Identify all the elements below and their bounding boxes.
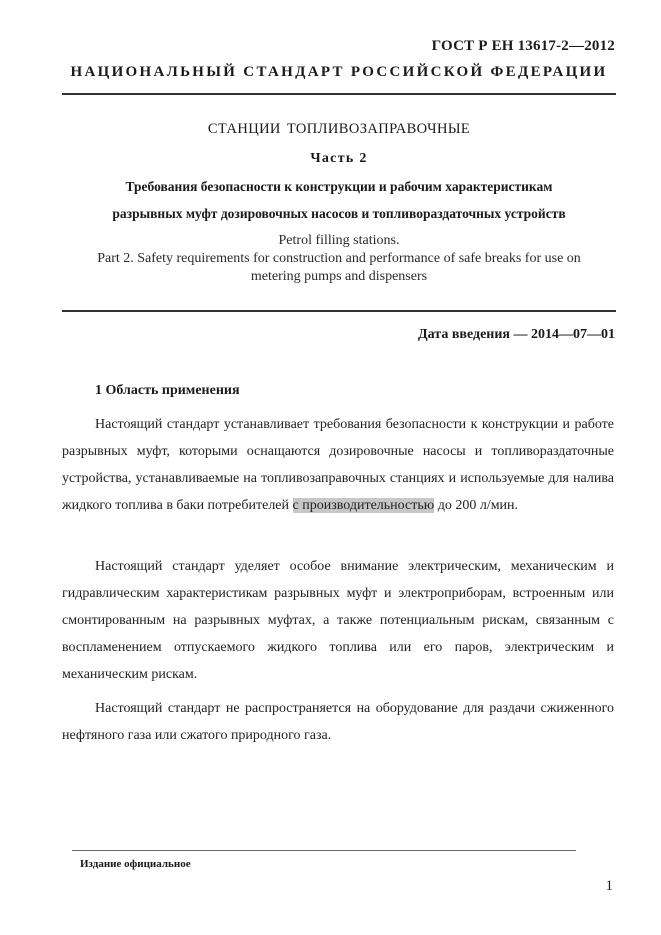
header-divider <box>62 93 616 95</box>
subtitle-line-2: разрывных муфт дозировочных насосов и топливораздаточных устройств <box>112 206 566 221</box>
paragraph-1 <box>62 411 614 519</box>
english-title-line-3: metering pumps and dispensers <box>250 269 428 284</box>
section-heading: 1 Область применения <box>95 383 240 398</box>
paragraph-3: Настоящий стандарт не распространяется на оборудование для раздачи сжиженного нефтяного газа или сжатого природного газа. <box>62 701 614 743</box>
official-edition-note: Издание официальное <box>80 858 191 870</box>
title-divider <box>62 310 616 312</box>
english-title-line-2: Part 2. Safety requirements for construction and performance of safe breaks for use on <box>97 251 581 266</box>
english-title-line-1: Petrol filling stations. <box>278 233 400 248</box>
document-code: ГОСТ Р ЕН 13617-2—2012 <box>431 38 615 54</box>
page-number: 1 <box>605 878 613 894</box>
part-label: Часть 2 <box>310 151 368 166</box>
paragraph-1-text-end: до 200 л/мин. <box>434 498 519 513</box>
paragraph-2: Настоящий стандарт уделяет особое внимание электрическим, механическим и гидравлическим характеристикам разрывных муфт и электроприборам, встроенным или смонтированным на разрывных муфтах, а также потенциальным рискам, связанным с воспламенением отпускаемого жидкого топлива или его паров, электрическим и механическим рискам. <box>62 559 614 682</box>
national-standard-heading: НАЦИОНАЛЬНЫЙ СТАНДАРТ РОССИЙСКОЙ ФЕДЕРАЦИИ <box>70 64 608 80</box>
introduction-date: Дата введения — 2014—07—01 <box>418 327 615 342</box>
document-title: СТАНЦИИ ТОПЛИВОЗАПРАВОЧНЫЕ <box>207 121 471 137</box>
text-selection-highlight[interactable]: с производительностью <box>292 498 435 513</box>
subtitle-line-1: Требования безопасности к конструкции и рабочим характеристикам <box>125 179 553 194</box>
footer-divider <box>72 850 576 851</box>
paragraph-1-text: Настоящий стандарт устанавливает требования безопасности к конструкции и работе разрывных муфт, которыми оснащаются дозировочные насосы и топливораздаточные устройства, устанавливаемые на топливозаправочных станциях и используемые для налива жидкого топлива в баки потребителей <box>62 417 614 513</box>
